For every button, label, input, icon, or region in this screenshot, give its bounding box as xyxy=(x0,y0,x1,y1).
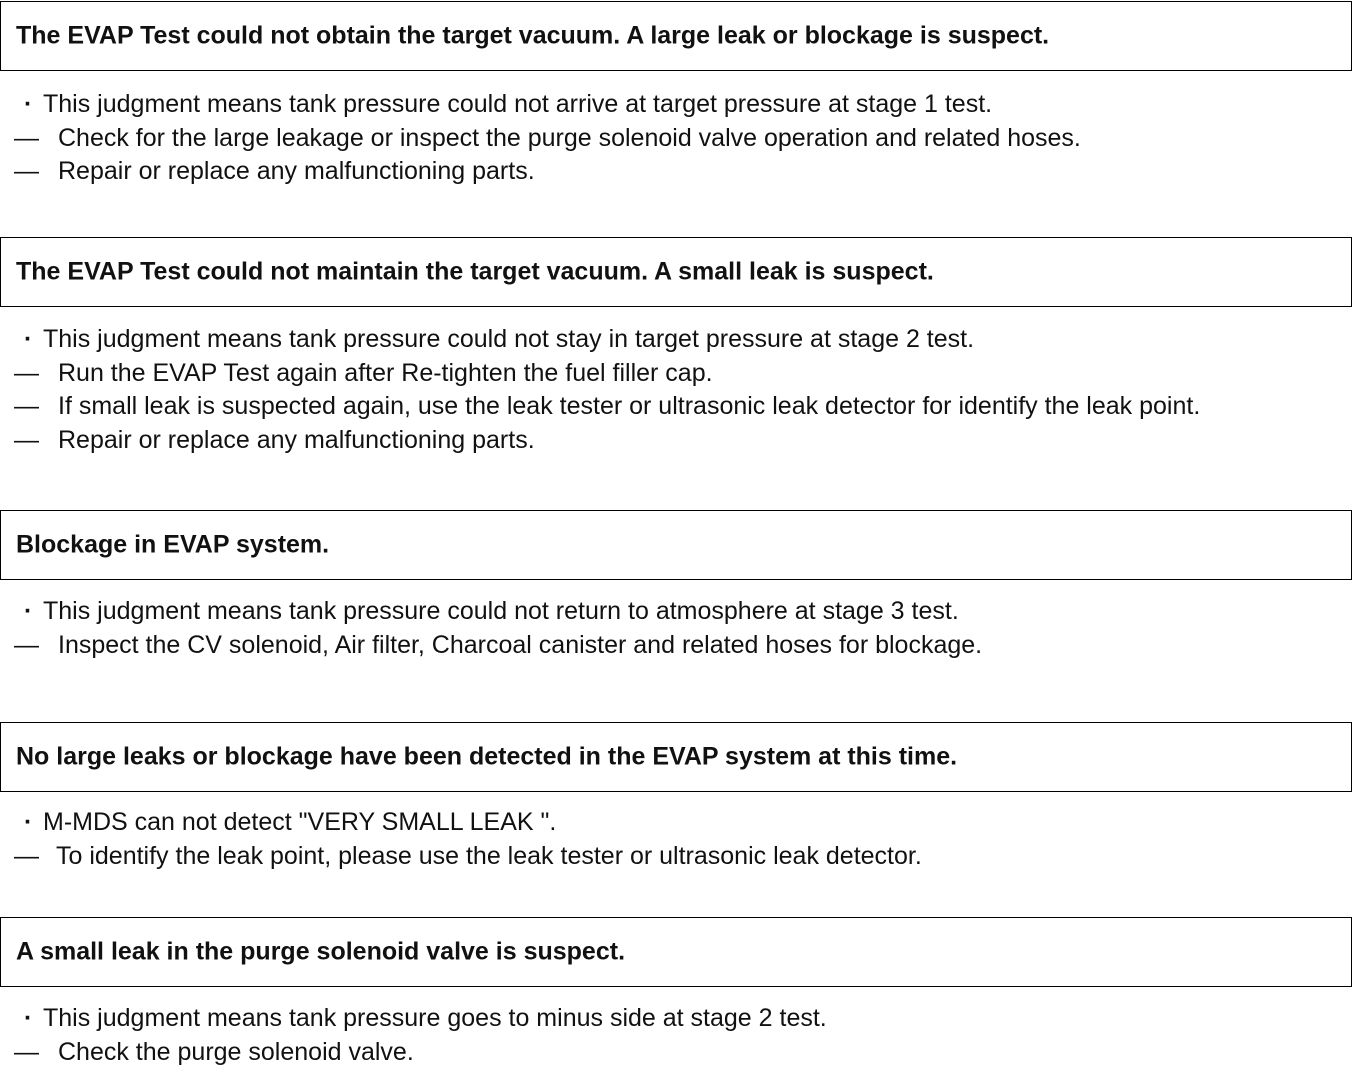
result-title: Blockage in EVAP system. xyxy=(16,530,330,559)
dash-icon: — xyxy=(14,630,39,659)
bullet-line xyxy=(0,88,1354,122)
step-line xyxy=(0,155,1354,189)
dash-icon: — xyxy=(14,157,39,185)
step-text: Inspect the CV solenoid, Air filter, Charcoal canister and related hoses for blockage. xyxy=(58,630,983,659)
result-notes xyxy=(0,806,1354,873)
dash-icon: — xyxy=(14,841,39,870)
bullet-icon: · xyxy=(24,1004,33,1032)
step-line xyxy=(0,122,1354,156)
dash-icon: — xyxy=(14,358,39,387)
dash-icon: — xyxy=(14,123,39,152)
step-line xyxy=(0,629,1354,663)
result-notes xyxy=(0,1002,1354,1069)
bullet-line xyxy=(0,323,1354,357)
dash-icon: — xyxy=(14,425,39,454)
bullet-icon: · xyxy=(24,90,33,118)
judgment-text: This judgment means tank pressure could not arrive at target pressure at stage 1 test. xyxy=(43,90,993,118)
judgment-text: This judgment means tank pressure could not return to atmosphere at stage 3 test. xyxy=(43,597,959,625)
result-title: The EVAP Test could not obtain the target vacuum. A large leak or blockage is suspect. xyxy=(16,21,1050,50)
step-line xyxy=(0,1036,1354,1070)
result-box-blockage xyxy=(0,510,1352,580)
judgment-text: This judgment means tank pressure could not stay in target pressure at stage 2 test. xyxy=(43,325,975,353)
step-line xyxy=(0,424,1354,458)
step-text: Check the purge solenoid valve. xyxy=(58,1037,414,1066)
result-title: The EVAP Test could not maintain the target vacuum. A small leak is suspect. xyxy=(16,257,934,286)
step-text: To identify the leak point, please use the leak tester or ultrasonic leak detector. xyxy=(56,841,922,870)
result-box-small-leak xyxy=(0,237,1352,307)
step-text: Run the EVAP Test again after Re-tighten the fuel filler cap. xyxy=(58,358,713,387)
bullet-line xyxy=(0,595,1354,629)
result-title: A small leak in the purge solenoid valve is suspect. xyxy=(16,937,626,966)
result-notes xyxy=(0,323,1354,457)
step-text: Repair or replace any malfunctioning parts. xyxy=(58,157,535,185)
bullet-line xyxy=(0,806,1354,840)
result-title: No large leaks or blockage have been detected in the EVAP system at this time. xyxy=(16,742,958,771)
bullet-line xyxy=(0,1002,1354,1036)
result-box-large-leak xyxy=(0,1,1352,71)
step-line xyxy=(0,840,1354,874)
step-text: Check for the large leakage or inspect the purge solenoid valve operation and related hoses. xyxy=(58,123,1081,152)
dash-icon: — xyxy=(14,392,39,420)
judgment-text: M-MDS can not detect "VERY SMALL LEAK ". xyxy=(43,808,557,836)
step-line xyxy=(0,390,1354,424)
result-notes xyxy=(0,595,1354,662)
bullet-icon: · xyxy=(24,808,33,836)
judgment-text: This judgment means tank pressure goes to minus side at stage 2 test. xyxy=(43,1004,827,1032)
step-line xyxy=(0,357,1354,391)
bullet-icon: · xyxy=(24,325,33,353)
result-box-purge-leak xyxy=(0,917,1352,987)
result-notes xyxy=(0,88,1354,189)
result-box-no-leak xyxy=(0,722,1352,792)
step-text: If small leak is suspected again, use the leak tester or ultrasonic leak detector for identify the leak point. xyxy=(58,392,1201,420)
bullet-icon: · xyxy=(24,597,33,625)
step-text: Repair or replace any malfunctioning parts. xyxy=(58,425,535,454)
dash-icon: — xyxy=(14,1037,39,1066)
